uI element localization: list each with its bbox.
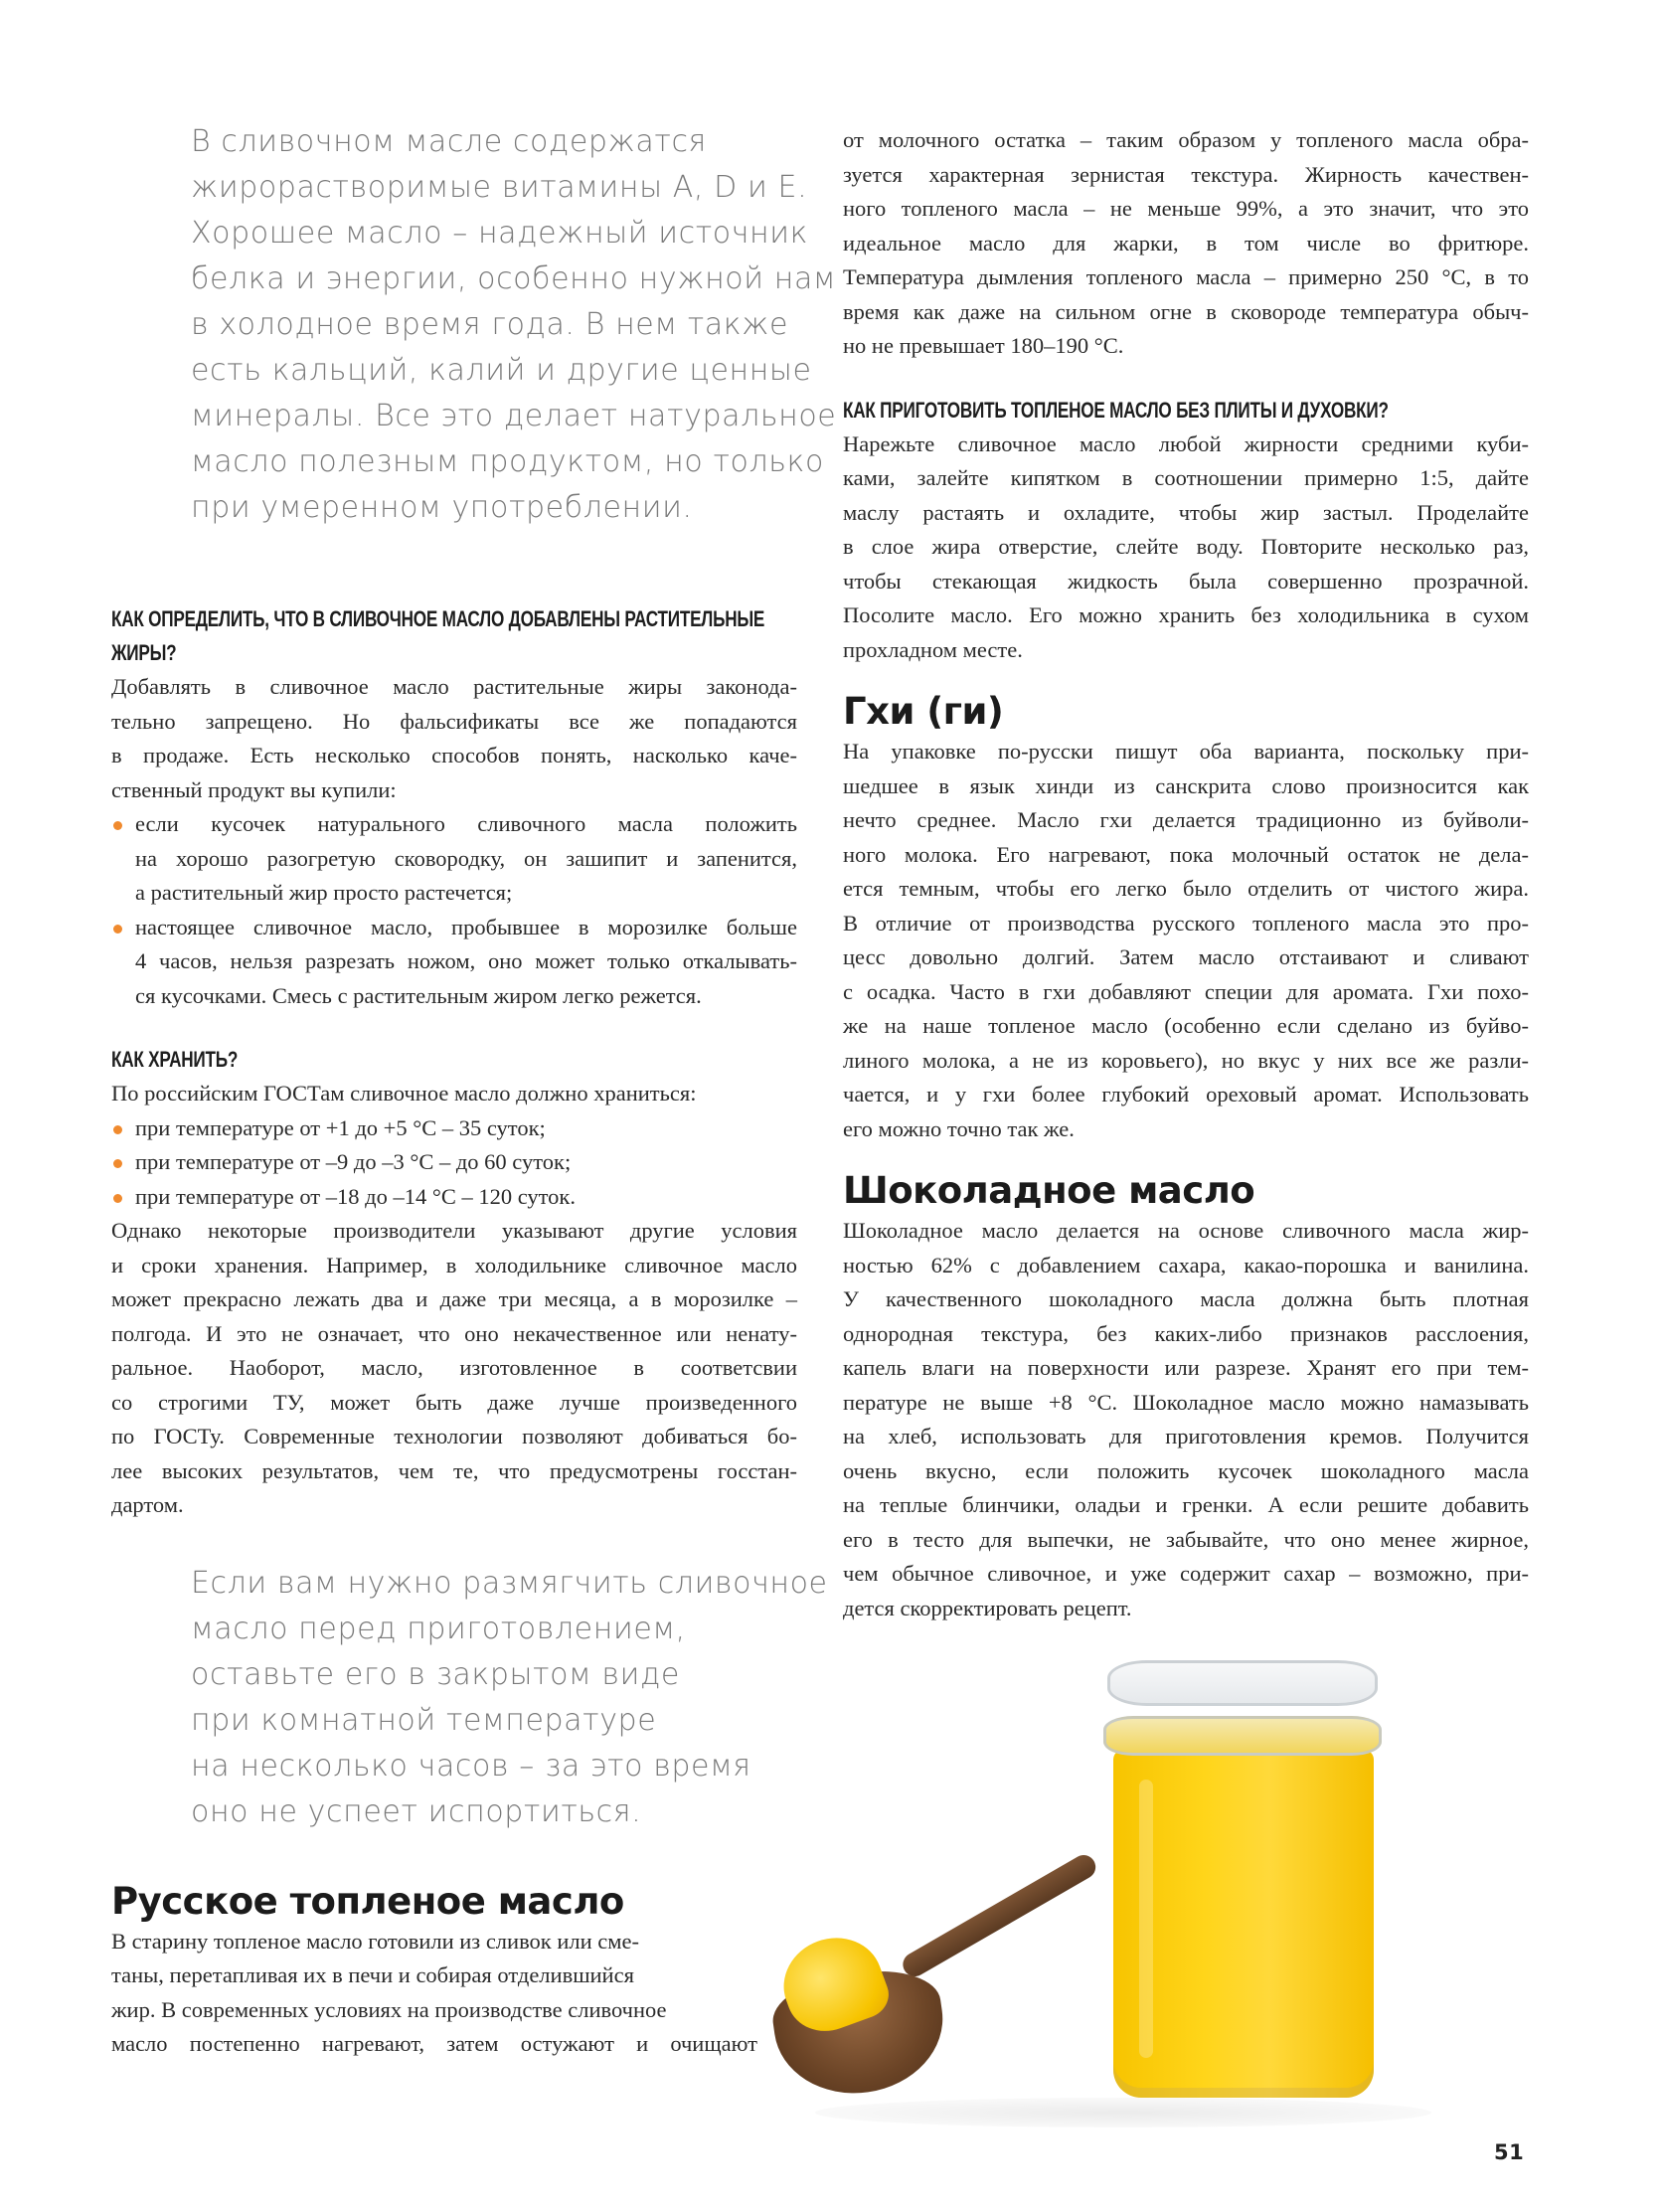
text-line: цесс довольно долгий. Затем масло отстаивают и сливают: [843, 944, 1529, 969]
text-line: Шоколадное масло делается на основе сливочного масла жир-: [843, 1218, 1529, 1243]
lead-line: при умеренном употреблении.: [191, 490, 693, 525]
text-line: У качественного шоколадного масла должна быть плотная: [843, 1286, 1529, 1311]
lead-line: в холодное время года. В нем также: [191, 307, 789, 342]
text-line: тельно запрещено. Но фальсификаты все же попадаются: [111, 708, 797, 734]
text-line: на теплые блинчики, оладьи и гренки. А если решите добавить: [843, 1492, 1529, 1517]
text-line: капель влаги на поверхности или разрезе. Хранят его при тем-: [843, 1355, 1529, 1380]
text-line: его в тесто для выпечки, не забывайте, что оно менее жирное,: [843, 1526, 1529, 1552]
text-line: В отличие от производства русского топленого масла это про-: [843, 910, 1529, 936]
section-ghee: [843, 689, 1529, 1146]
ghee-jar-photo: [755, 1630, 1630, 2147]
section-russian-ghee: [111, 1879, 797, 2062]
right-column: [843, 123, 1529, 1625]
section-body: [111, 670, 797, 1013]
list-item: [111, 1111, 797, 1146]
text-line: Посолите масло. Его можно хранить без холодильника в сухом: [843, 602, 1529, 627]
text-line: его можно точно так же.: [843, 1115, 1075, 1141]
section-title: Гхи (ги): [843, 690, 1004, 733]
text-line: если кусочек натурального сливочного масла положить: [135, 811, 797, 836]
text-line: идеальное масло для жарки, в том числе во фритюре.: [843, 230, 1529, 255]
page-number: 51: [1494, 2140, 1525, 2164]
list-item: [111, 1180, 797, 1215]
text-line: на хлеб, использовать для приготовления кремов. Получится: [843, 1424, 1529, 1448]
text-line: таны, перетапливая их в печи и собирая отделившийся: [111, 1962, 634, 1987]
text-line: однородная текстура, без каких-либо признаков расслоения,: [843, 1320, 1529, 1346]
lead-line: масло полезным продуктом, но только: [191, 444, 824, 479]
section-body: [843, 735, 1529, 1146]
bullet-dot-icon: [113, 1194, 122, 1203]
text-line: чем обычное сливочное, и уже содержит сахар – возможно, при-: [843, 1561, 1529, 1586]
section-title: Русское топленое масло: [111, 1879, 624, 1923]
text-line: Температура дымления топленого масла – примерно 250 °С, в то: [843, 264, 1529, 289]
text-line: маслу растаять и охладите, чтобы жир застыл. Проделайте: [843, 499, 1529, 525]
text-line: чается, и у гхи более глубокий ореховый аромат. Использовать: [843, 1082, 1529, 1106]
lead-line: минералы. Все это делает натуральное: [191, 399, 837, 433]
text-line: а растительный жир просто растечется;: [135, 880, 513, 905]
text-line: масло постепенно нагревают, затем остужают и очищают: [111, 2031, 757, 2056]
text-line: В старину топленое масло готовили из сливок или сме-: [111, 1928, 639, 1954]
bullet-dot-icon: [113, 1159, 122, 1168]
section-russian-ghee-continued: [843, 123, 1529, 364]
section-body: [843, 1214, 1529, 1625]
text-line: но не превышает 180–190 °С.: [843, 333, 1124, 358]
text-line: шедшее в язык хинди из санскрита слово произносится как: [843, 772, 1529, 798]
text-line: настоящее сливочное масло, пробывшее в морозилке больше: [135, 914, 797, 939]
text-line: нечто среднее. Масло гхи делается традиционно из буйволи-: [843, 807, 1529, 832]
text-line: чтобы стекающая жидкость была совершенно прозрачной.: [843, 568, 1529, 594]
section-no-stove: [843, 394, 1529, 668]
lead-line: есть кальций, калий и другие ценные: [191, 353, 812, 388]
bullet-list: [111, 1111, 797, 1215]
section-body: [111, 1925, 757, 2062]
text-line: прохладном месте.: [843, 636, 1023, 662]
text-line: при температуре от –9 до –3 °С – до 60 суток;: [135, 1149, 572, 1174]
section-heading: ЖИРЫ?: [111, 640, 177, 665]
text-line: по ГОСТу. Современные технологии позволяют добиваться бо-: [111, 1424, 797, 1448]
text-line: Нарежьте сливочное масло любой жирности средними куби-: [843, 430, 1529, 456]
jar-glare: [1139, 1780, 1153, 2058]
lead-line: белка и энергии, особенно нужной нам: [191, 261, 837, 296]
section-chocolate-butter: [843, 1168, 1529, 1625]
text-line: ется темным, чтобы его легко было отделить от чистого жира.: [843, 876, 1529, 901]
text-line: ного молока. Его нагревают, пока молочный остаток не дела-: [843, 841, 1529, 867]
section-body: [843, 427, 1529, 668]
text-line: на хорошо разогретую сковородку, он зашипит и запенится,: [135, 845, 797, 871]
jar-neck: [1103, 1716, 1382, 1756]
text-line: очень вкусно, если положить кусочек шоколадного масла: [843, 1457, 1529, 1483]
section-storage: [111, 1043, 797, 1523]
text-line: По российским ГОСТам сливочное масло должно храниться:: [111, 1081, 697, 1106]
bullet-list: [111, 807, 797, 1013]
lead-line: жирорастворимые витамины А, D и Е.: [191, 170, 808, 205]
text-line: жир. В современных условиях на производстве сливочное: [111, 1996, 667, 2022]
text-line: в продаже. Есть несколько способов понять, насколько каче-: [111, 743, 797, 767]
text-line: полгода. И это не означает, что оно некачественное или ненату-: [111, 1320, 797, 1346]
jar-rim: [1107, 1660, 1378, 1706]
lead-line: Если вам нужно размягчить сливочное: [191, 1565, 828, 1601]
text-line: лее высоких результатов, чем те, что предусмотрены госстан-: [111, 1457, 797, 1483]
text-line: дется скорректировать рецепт.: [843, 1595, 1132, 1620]
text-line: может прекрасно лежать два и даже три месяца, а в морозилке –: [111, 1286, 797, 1311]
section-body: [111, 1077, 797, 1523]
section-heading: КАК ХРАНИТЬ?: [111, 1047, 239, 1072]
text-line: Однако некоторые производители указывают другие условия: [111, 1218, 797, 1243]
bullet-dot-icon: [113, 821, 122, 830]
text-line: ся кусочками. Смесь с растительным жиром легко режется.: [135, 982, 702, 1008]
lead-quote-top: [111, 119, 837, 531]
text-line: На упаковке по-русски пишут оба варианта, поскольку при-: [843, 739, 1529, 764]
text-line: ральное. Наоборот, масло, изготовленное в соответсвии: [111, 1355, 797, 1380]
text-line: же на наше топленое масло (особенно если сделано из буйво-: [843, 1013, 1529, 1038]
text-line: дартом.: [111, 1492, 184, 1517]
lead-quote-bottom: [111, 1561, 828, 1835]
bullet-dot-icon: [113, 925, 122, 934]
text-line: 4 часов, нельзя разрезать ножом, оно может только откалывать-: [135, 948, 797, 973]
text-line: время как даже на сильном огне в сковороде температура обыч-: [843, 298, 1529, 324]
ghee-jar-icon: [1103, 1660, 1382, 2108]
wooden-spoon-handle: [899, 1851, 1100, 1981]
text-line: линого молока, а не из коровьего), но вкус у них все же разли-: [843, 1047, 1529, 1073]
text-line: с осадка. Часто в гхи добавляют специи для аромата. Гхи похо-: [843, 978, 1529, 1004]
text-line: ностью 62% с добавлением сахара, какао-порошка и ванилина.: [843, 1252, 1529, 1277]
lead-line: Хорошее масло – надежный источник: [191, 216, 809, 251]
text-line: от молочного остатка – таким образом у топленого масла обра-: [843, 127, 1529, 152]
lead-line: оставьте его в закрытом виде: [191, 1656, 680, 1692]
list-item: [111, 807, 797, 911]
section-heading: КАК ПРИГОТОВИТЬ ТОПЛЕНОЕ МАСЛО БЕЗ ПЛИТЫ И ДУХОВКИ?: [843, 397, 1389, 423]
lead-line: В сливочном масле содержатся: [191, 124, 707, 159]
text-line: Добавлять в сливочное масло растительные жиры законода-: [111, 674, 797, 699]
text-line: и сроки хранения. Например, в холодильнике сливочное масло: [111, 1252, 797, 1277]
text-line: пературе не выше +8 °С. Шоколадное масло можно намазывать: [843, 1389, 1529, 1415]
list-item: [111, 911, 797, 1014]
text-line: ками, залейте кипятком в соотношении примерно 1:5, дайте: [843, 465, 1529, 490]
section-body: [843, 123, 1529, 364]
lead-line: оно не успеет испортиться.: [191, 1793, 642, 1829]
text-line: ного топленого масла – не меньше 99%, а это значит, что это: [843, 196, 1529, 221]
lead-line: масло перед приготовлением,: [191, 1611, 686, 1646]
text-line: в слое жира отверстие, слейте воду. Повторите несколько раз,: [843, 534, 1529, 559]
text-line: ственный продукт вы купили:: [111, 776, 397, 802]
section-heading: КАК ОПРЕДЕЛИТЬ, ЧТО В СЛИВОЧНОЕ МАСЛО ДОБАВЛЕНЫ РАСТИТЕЛЬНЫЕ: [111, 606, 765, 631]
text-line: при температуре от +1 до +5 °С – 35 суток;: [135, 1114, 546, 1140]
section-vegetable-fats: [111, 602, 797, 1013]
lead-line: при комнатной температуре: [191, 1702, 657, 1738]
section-title: Шоколадное масло: [843, 1169, 1255, 1212]
text-line: зуется характерная зернистая текстура. Жирность качествен-: [843, 161, 1529, 187]
bullet-dot-icon: [113, 1125, 122, 1134]
lead-line: на несколько часов – за это время: [191, 1748, 751, 1784]
left-column: [111, 119, 837, 2062]
text-line: со строгими ТУ, может быть даже лучше произведенного: [111, 1389, 797, 1415]
list-item: [111, 1145, 797, 1180]
text-line: при температуре от –18 до –14 °С – 120 суток.: [135, 1183, 576, 1209]
